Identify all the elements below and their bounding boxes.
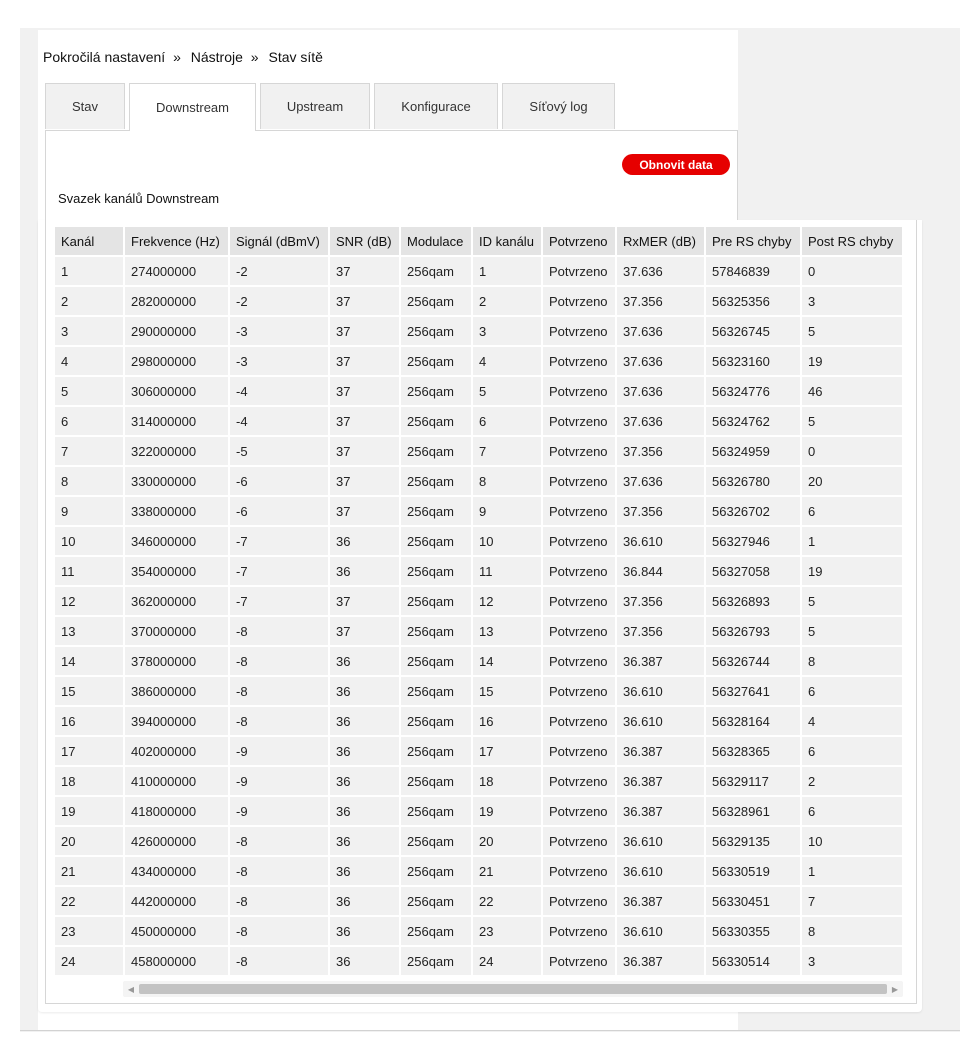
cell-frequency: 322000000 [125, 437, 228, 465]
cell-modulation: 256qam [401, 467, 471, 495]
cell-signal: -8 [230, 887, 328, 915]
cell-locked: Potvrzeno [543, 707, 615, 735]
cell-locked: Potvrzeno [543, 497, 615, 525]
cell-frequency: 378000000 [125, 647, 228, 675]
cell-post-rs: 5 [802, 587, 902, 615]
cell-channel-id: 22 [473, 887, 541, 915]
col-header-channel: Kanál [55, 227, 123, 255]
cell-channel: 10 [55, 527, 123, 555]
cell-snr: 37 [330, 407, 399, 435]
tab-upstream[interactable]: Upstream [260, 83, 370, 129]
cell-post-rs: 0 [802, 437, 902, 465]
cell-rxmer: 36.387 [617, 737, 704, 765]
table-row [55, 377, 902, 405]
cell-pre-rs: 56327058 [706, 557, 800, 585]
cell-snr: 36 [330, 767, 399, 795]
cell-frequency: 346000000 [125, 527, 228, 555]
cell-frequency: 442000000 [125, 887, 228, 915]
cell-rxmer: 37.636 [617, 347, 704, 375]
cell-channel: 12 [55, 587, 123, 615]
cell-channel-id: 23 [473, 917, 541, 945]
cell-pre-rs: 56324776 [706, 377, 800, 405]
cell-channel: 23 [55, 917, 123, 945]
cell-rxmer: 36.387 [617, 647, 704, 675]
cell-pre-rs: 56324762 [706, 407, 800, 435]
cell-snr: 37 [330, 257, 399, 285]
cell-pre-rs: 56327641 [706, 677, 800, 705]
cell-locked: Potvrzeno [543, 557, 615, 585]
cell-snr: 36 [330, 737, 399, 765]
cell-snr: 36 [330, 797, 399, 825]
cell-channel: 1 [55, 257, 123, 285]
cell-pre-rs: 56326745 [706, 317, 800, 345]
table-row [55, 857, 902, 885]
table-header-row [55, 227, 902, 255]
cell-rxmer: 36.387 [617, 887, 704, 915]
cell-locked: Potvrzeno [543, 647, 615, 675]
cell-snr: 36 [330, 827, 399, 855]
cell-channel-id: 17 [473, 737, 541, 765]
table-row [55, 287, 902, 315]
table-row [55, 407, 902, 435]
cell-signal: -8 [230, 827, 328, 855]
cell-frequency: 354000000 [125, 557, 228, 585]
cell-rxmer: 37.356 [617, 587, 704, 615]
col-header-rxmer: RxMER (dB) [617, 227, 704, 255]
cell-post-rs: 6 [802, 677, 902, 705]
table-row [55, 917, 902, 945]
cell-channel: 14 [55, 647, 123, 675]
table-row [55, 587, 902, 615]
cell-signal: -9 [230, 737, 328, 765]
cell-post-rs: 46 [802, 377, 902, 405]
table-row [55, 707, 902, 735]
cell-post-rs: 5 [802, 617, 902, 645]
table-row [55, 527, 902, 555]
cell-signal: -4 [230, 407, 328, 435]
cell-post-rs: 20 [802, 467, 902, 495]
table-row [55, 947, 902, 975]
cell-channel-id: 10 [473, 527, 541, 555]
cell-channel: 2 [55, 287, 123, 315]
cell-signal: -3 [230, 317, 328, 345]
cell-channel: 16 [55, 707, 123, 735]
col-header-frequency: Frekvence (Hz) [125, 227, 228, 255]
cell-channel-id: 6 [473, 407, 541, 435]
cell-channel-id: 4 [473, 347, 541, 375]
chevron-right-icon[interactable]: ▶ [891, 984, 899, 994]
cell-frequency: 298000000 [125, 347, 228, 375]
cell-frequency: 274000000 [125, 257, 228, 285]
cell-channel-id: 19 [473, 797, 541, 825]
cell-post-rs: 10 [802, 827, 902, 855]
cell-snr: 37 [330, 437, 399, 465]
cell-frequency: 426000000 [125, 827, 228, 855]
cell-modulation: 256qam [401, 257, 471, 285]
cell-signal: -6 [230, 497, 328, 525]
table-row [55, 797, 902, 825]
bottom-divider [20, 1030, 960, 1031]
cell-pre-rs: 56328961 [706, 797, 800, 825]
cell-locked: Potvrzeno [543, 467, 615, 495]
cell-modulation: 256qam [401, 947, 471, 975]
cell-channel-id: 12 [473, 587, 541, 615]
cell-signal: -4 [230, 377, 328, 405]
cell-frequency: 418000000 [125, 797, 228, 825]
cell-locked: Potvrzeno [543, 737, 615, 765]
cell-pre-rs: 56326780 [706, 467, 800, 495]
cell-post-rs: 8 [802, 647, 902, 675]
cell-signal: -3 [230, 347, 328, 375]
cell-channel-id: 3 [473, 317, 541, 345]
cell-rxmer: 36.844 [617, 557, 704, 585]
cell-rxmer: 36.610 [617, 527, 704, 555]
breadcrumb-separator: » [173, 49, 181, 65]
cell-channel-id: 16 [473, 707, 541, 735]
cell-post-rs: 1 [802, 857, 902, 885]
cell-post-rs: 6 [802, 497, 902, 525]
cell-channel-id: 18 [473, 767, 541, 795]
cell-modulation: 256qam [401, 407, 471, 435]
cell-frequency: 338000000 [125, 497, 228, 525]
cell-post-rs: 6 [802, 797, 902, 825]
cell-locked: Potvrzeno [543, 947, 615, 975]
cell-rxmer: 36.387 [617, 947, 704, 975]
cell-modulation: 256qam [401, 827, 471, 855]
cell-modulation: 256qam [401, 437, 471, 465]
cell-locked: Potvrzeno [543, 797, 615, 825]
cell-pre-rs: 56329117 [706, 767, 800, 795]
table-row [55, 617, 902, 645]
cell-channel-id: 20 [473, 827, 541, 855]
cell-snr: 36 [330, 557, 399, 585]
cell-pre-rs: 56330451 [706, 887, 800, 915]
cell-channel: 18 [55, 767, 123, 795]
cell-signal: -8 [230, 857, 328, 885]
cell-rxmer: 37.356 [617, 617, 704, 645]
cell-post-rs: 6 [802, 737, 902, 765]
col-header-post-rs: Post RS chyby [802, 227, 902, 255]
cell-snr: 36 [330, 857, 399, 885]
cell-post-rs: 5 [802, 407, 902, 435]
cell-rxmer: 36.610 [617, 677, 704, 705]
cell-channel: 7 [55, 437, 123, 465]
cell-rxmer: 36.387 [617, 797, 704, 825]
cell-snr: 37 [330, 347, 399, 375]
cell-channel: 17 [55, 737, 123, 765]
breadcrumb [43, 49, 326, 65]
cell-locked: Potvrzeno [543, 617, 615, 645]
cell-modulation: 256qam [401, 377, 471, 405]
cell-pre-rs: 56330514 [706, 947, 800, 975]
cell-pre-rs: 56329135 [706, 827, 800, 855]
breadcrumb-item-network-status: Stav sítě [268, 49, 323, 65]
table-row [55, 347, 902, 375]
cell-rxmer: 37.356 [617, 437, 704, 465]
tab-stav[interactable]: Stav [45, 83, 125, 129]
cell-post-rs: 19 [802, 347, 902, 375]
cell-modulation: 256qam [401, 317, 471, 345]
cell-snr: 36 [330, 947, 399, 975]
cell-post-rs: 19 [802, 557, 902, 585]
cell-modulation: 256qam [401, 917, 471, 945]
cell-frequency: 370000000 [125, 617, 228, 645]
cell-locked: Potvrzeno [543, 917, 615, 945]
cell-rxmer: 37.636 [617, 377, 704, 405]
cell-channel: 19 [55, 797, 123, 825]
cell-channel: 9 [55, 497, 123, 525]
cell-signal: -8 [230, 617, 328, 645]
cell-rxmer: 36.610 [617, 917, 704, 945]
cell-frequency: 386000000 [125, 677, 228, 705]
cell-rxmer: 37.356 [617, 497, 704, 525]
cell-channel: 20 [55, 827, 123, 855]
cell-channel: 13 [55, 617, 123, 645]
cell-channel-id: 9 [473, 497, 541, 525]
cell-frequency: 282000000 [125, 287, 228, 315]
breadcrumb-item-tools[interactable]: Nástroje [190, 49, 243, 65]
col-header-pre-rs: Pre RS chyby [706, 227, 800, 255]
cell-locked: Potvrzeno [543, 767, 615, 795]
cell-snr: 37 [330, 497, 399, 525]
cell-signal: -8 [230, 647, 328, 675]
cell-rxmer: 37.636 [617, 467, 704, 495]
col-header-channel-id: ID kanálu [473, 227, 541, 255]
cell-channel-id: 11 [473, 557, 541, 585]
cell-pre-rs: 56330355 [706, 917, 800, 945]
cell-snr: 36 [330, 677, 399, 705]
cell-channel-id: 2 [473, 287, 541, 315]
col-header-signal: Signál (dBmV) [230, 227, 328, 255]
cell-modulation: 256qam [401, 347, 471, 375]
cell-channel-id: 21 [473, 857, 541, 885]
cell-frequency: 362000000 [125, 587, 228, 615]
downstream-table [53, 225, 904, 977]
table-row [55, 887, 902, 915]
cell-channel-id: 14 [473, 647, 541, 675]
cell-channel: 21 [55, 857, 123, 885]
cell-modulation: 256qam [401, 887, 471, 915]
breadcrumb-separator: » [250, 49, 259, 65]
cell-frequency: 458000000 [125, 947, 228, 975]
cell-channel: 6 [55, 407, 123, 435]
table-row [55, 767, 902, 795]
cell-snr: 36 [330, 647, 399, 675]
cell-locked: Potvrzeno [543, 677, 615, 705]
cell-channel-id: 7 [473, 437, 541, 465]
chevron-left-icon[interactable]: ◀ [127, 984, 135, 994]
cell-rxmer: 37.636 [617, 317, 704, 345]
cell-locked: Potvrzeno [543, 827, 615, 855]
table-row [55, 647, 902, 675]
cell-modulation: 256qam [401, 287, 471, 315]
table-row [55, 317, 902, 345]
cell-pre-rs: 56328365 [706, 737, 800, 765]
cell-post-rs: 2 [802, 767, 902, 795]
table-row [55, 467, 902, 495]
cell-channel-id: 5 [473, 377, 541, 405]
cell-signal: -2 [230, 257, 328, 285]
cell-channel: 8 [55, 467, 123, 495]
cell-modulation: 256qam [401, 557, 471, 585]
cell-pre-rs: 56326893 [706, 587, 800, 615]
table-row [55, 827, 902, 855]
cell-frequency: 410000000 [125, 767, 228, 795]
cell-signal: -6 [230, 467, 328, 495]
cell-locked: Potvrzeno [543, 407, 615, 435]
cell-channel: 15 [55, 677, 123, 705]
cell-signal: -8 [230, 947, 328, 975]
cell-frequency: 314000000 [125, 407, 228, 435]
cell-post-rs: 1 [802, 527, 902, 555]
cell-post-rs: 3 [802, 287, 902, 315]
cell-post-rs: 5 [802, 317, 902, 345]
cell-rxmer: 37.636 [617, 257, 704, 285]
cell-modulation: 256qam [401, 527, 471, 555]
col-header-locked: Potvrzeno [543, 227, 615, 255]
cell-frequency: 290000000 [125, 317, 228, 345]
cell-locked: Potvrzeno [543, 377, 615, 405]
cell-pre-rs: 56324959 [706, 437, 800, 465]
table-row [55, 677, 902, 705]
cell-pre-rs: 56327946 [706, 527, 800, 555]
cell-channel: 24 [55, 947, 123, 975]
cell-signal: -8 [230, 917, 328, 945]
cell-frequency: 330000000 [125, 467, 228, 495]
cell-pre-rs: 57846839 [706, 257, 800, 285]
tab-panel [45, 130, 738, 220]
cell-channel-id: 15 [473, 677, 541, 705]
cell-channel-id: 13 [473, 617, 541, 645]
cell-post-rs: 7 [802, 887, 902, 915]
cell-modulation: 256qam [401, 617, 471, 645]
cell-locked: Potvrzeno [543, 527, 615, 555]
scrollbar-thumb[interactable] [139, 984, 887, 994]
cell-snr: 37 [330, 617, 399, 645]
cell-snr: 36 [330, 527, 399, 555]
cell-channel-id: 24 [473, 947, 541, 975]
cell-snr: 37 [330, 467, 399, 495]
cell-frequency: 394000000 [125, 707, 228, 735]
cell-signal: -7 [230, 557, 328, 585]
cell-modulation: 256qam [401, 857, 471, 885]
refresh-data-button[interactable]: Obnovit data [622, 154, 730, 175]
cell-locked: Potvrzeno [543, 257, 615, 285]
cell-rxmer: 36.610 [617, 827, 704, 855]
table-row [55, 257, 902, 285]
cell-snr: 37 [330, 587, 399, 615]
cell-post-rs: 8 [802, 917, 902, 945]
cell-pre-rs: 56326744 [706, 647, 800, 675]
cell-pre-rs: 56326702 [706, 497, 800, 525]
tab-sitovy-log[interactable]: Síťový log [502, 83, 615, 129]
cell-channel: 4 [55, 347, 123, 375]
cell-channel: 11 [55, 557, 123, 585]
col-header-modulation: Modulace [401, 227, 471, 255]
table-row [55, 497, 902, 525]
cell-pre-rs: 56325356 [706, 287, 800, 315]
cell-pre-rs: 56323160 [706, 347, 800, 375]
cell-locked: Potvrzeno [543, 287, 615, 315]
cell-snr: 36 [330, 887, 399, 915]
cell-post-rs: 0 [802, 257, 902, 285]
horizontal-scrollbar[interactable] [123, 981, 903, 997]
cell-post-rs: 4 [802, 707, 902, 735]
cell-signal: -2 [230, 287, 328, 315]
section-title: Svazek kanálů Downstream [58, 191, 220, 206]
cell-signal: -9 [230, 767, 328, 795]
cell-frequency: 450000000 [125, 917, 228, 945]
cell-channel: 3 [55, 317, 123, 345]
cell-channel: 5 [55, 377, 123, 405]
breadcrumb-item-advanced[interactable]: Pokročilá nastavení [43, 49, 166, 65]
tab-downstream[interactable]: Downstream [129, 83, 256, 131]
table-row [55, 437, 902, 465]
col-header-snr: SNR (dB) [330, 227, 399, 255]
cell-modulation: 256qam [401, 797, 471, 825]
cell-channel: 22 [55, 887, 123, 915]
cell-signal: -5 [230, 437, 328, 465]
cell-snr: 37 [330, 317, 399, 345]
cell-modulation: 256qam [401, 707, 471, 735]
cell-signal: -7 [230, 587, 328, 615]
cell-rxmer: 37.356 [617, 287, 704, 315]
cell-modulation: 256qam [401, 767, 471, 795]
cell-pre-rs: 56328164 [706, 707, 800, 735]
cell-modulation: 256qam [401, 677, 471, 705]
cell-rxmer: 37.636 [617, 407, 704, 435]
cell-rxmer: 36.387 [617, 767, 704, 795]
cell-locked: Potvrzeno [543, 887, 615, 915]
cell-signal: -8 [230, 677, 328, 705]
cell-locked: Potvrzeno [543, 437, 615, 465]
cell-signal: -8 [230, 707, 328, 735]
cell-signal: -7 [230, 527, 328, 555]
cell-locked: Potvrzeno [543, 347, 615, 375]
cell-rxmer: 36.610 [617, 707, 704, 735]
cell-pre-rs: 56330519 [706, 857, 800, 885]
cell-modulation: 256qam [401, 737, 471, 765]
cell-frequency: 434000000 [125, 857, 228, 885]
cell-snr: 36 [330, 707, 399, 735]
cell-modulation: 256qam [401, 497, 471, 525]
cell-signal: -9 [230, 797, 328, 825]
cell-rxmer: 36.610 [617, 857, 704, 885]
table-row [55, 737, 902, 765]
table-row [55, 557, 902, 585]
cell-channel-id: 1 [473, 257, 541, 285]
cell-locked: Potvrzeno [543, 857, 615, 885]
cell-frequency: 402000000 [125, 737, 228, 765]
cell-snr: 37 [330, 377, 399, 405]
cell-modulation: 256qam [401, 647, 471, 675]
cell-channel-id: 8 [473, 467, 541, 495]
cell-frequency: 306000000 [125, 377, 228, 405]
cell-snr: 37 [330, 287, 399, 315]
tab-konfigurace[interactable]: Konfigurace [374, 83, 498, 129]
cell-post-rs: 3 [802, 947, 902, 975]
cell-modulation: 256qam [401, 587, 471, 615]
cell-snr: 36 [330, 917, 399, 945]
cell-locked: Potvrzeno [543, 317, 615, 345]
cell-pre-rs: 56326793 [706, 617, 800, 645]
cell-locked: Potvrzeno [543, 587, 615, 615]
